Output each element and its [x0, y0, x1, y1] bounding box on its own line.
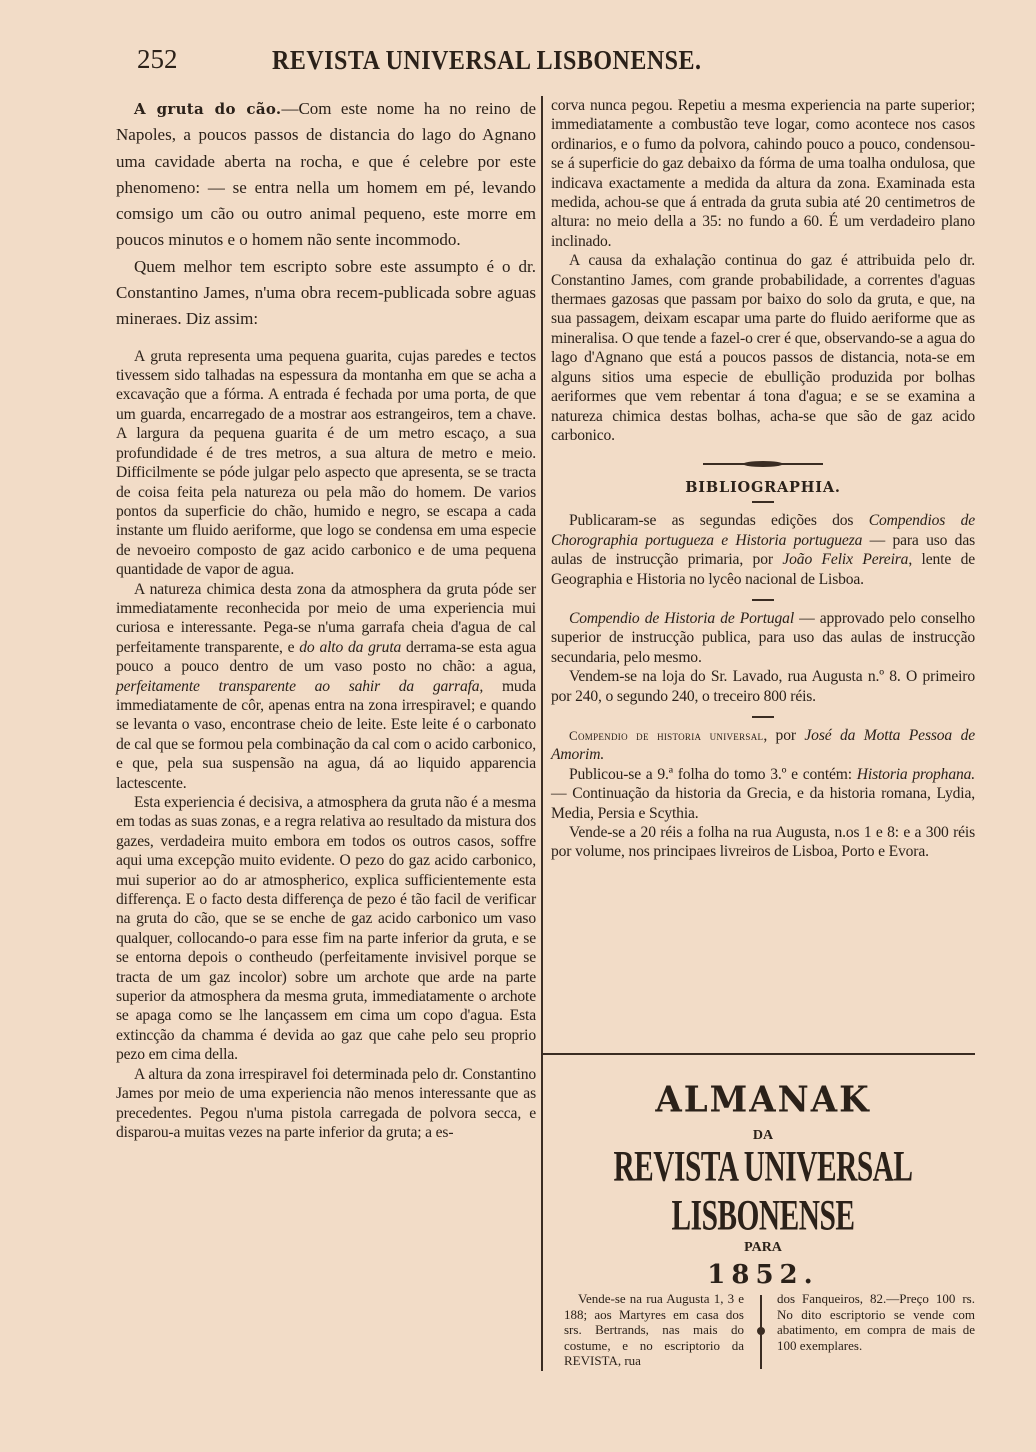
- italic-text: perfeitamente transparente ao sahir da garrafa,: [116, 677, 484, 695]
- text-run: —Com este nome ha no reino de Napoles, a poucos passos de distancia do lago do Agnano uma cavidade aberta na rocha, e que é celebre por este phenomeno: — se entra nella um homem em pé, levando comsigo um cão ou outro animal pequeno, este morre em poucos minutos e o homem não sente incommodo.: [116, 99, 537, 250]
- paragraph: [551, 251, 975, 445]
- bibliography-entry-2: [551, 609, 975, 706]
- paragraph: [551, 609, 975, 667]
- paragraph: [116, 254, 536, 333]
- text-run: A altura da zona irrespiravel foi determinada pelo dr. Constantino James por meio de uma experiencia não menos interessante que as precedentes. Pegou n'uma pistola carregada de polvora secca, e disparou-a muitas vezes na parte inferior da gruta; a es-: [116, 1065, 536, 1141]
- text-run: A natureza chimica desta zona da atmosphera da gruta póde ser immediatamente reconhecida por meio de uma experiencia mui curiosa e interessante. Pega-se n'uma garrafa cheia d'agua de cal perfeitamente transparente, e: [116, 580, 536, 656]
- paragraph: [551, 511, 975, 589]
- italic-text: Compendios de Chorographia portugueza e Historia portugueza: [551, 512, 975, 549]
- text-run: Publicou-se a 9.ª folha do tomo 3.º e contém:: [569, 765, 857, 783]
- text-run: Publicaram-se as segundas edições dos: [569, 512, 869, 530]
- advertisement-details: [564, 1291, 976, 1375]
- paragraph: [551, 765, 975, 823]
- text-run: — para uso das aulas de instrucção primaria, por: [551, 531, 976, 569]
- text-run: A causa da exhalação continua do gaz é attribuida pelo dr. Constantino James, com grande probabilidade, a correntes d'aguas thermaes gazosas que passam por baixo do solo da gruta, e que, na sua passagem, deixam escapar uma parte do fluido aeriforme que as mineralisa. O que tende a fazel-o crer é que, observando-se a agua do lago d'Agnano que está a poucos passos de distancia, nota-se em alguns sitios uma especie de ebullição produzida por bolhas aeriformes que vem rebentar á tona d'agua; e se se examina a natureza chimica destas bolhas, acha-se que são de gaz acido carbonico.: [551, 252, 975, 444]
- ornamental-divider: [703, 461, 823, 467]
- ad-text-left: Vende-se na rua Augusta 1, 3 e 188; aos Martyres em casa dos srs. Bertrands, nas mais do costume, e no escriptorio da REVISTA, rua: [564, 1291, 744, 1368]
- paragraph: [551, 823, 975, 862]
- right-column: [551, 96, 975, 862]
- running-title: REVISTA UNIVERSAL LISBONENSE.: [272, 46, 702, 76]
- almanak-publication-name: REVISTA UNIVERSAL LISBONENSE: [613, 1142, 913, 1240]
- almanak-da: DA: [752, 1128, 774, 1143]
- column-rule: [541, 96, 543, 1371]
- paragraph: [116, 1065, 536, 1143]
- text-run: derrama-se esta agua pouco a pouco dentro de um vaso posto no chão: a agua,: [116, 638, 536, 676]
- page-header: [137, 44, 837, 78]
- section-heading: BIBLIOGRAPHIA.: [685, 479, 841, 497]
- paragraph: [116, 793, 536, 1065]
- text-run: Vendem-se na loja do Sr. Lavado, rua Augusta n.º 8. O primeiro por 240, o segundo 240, o treceiro 800 réis.: [551, 668, 975, 705]
- italic-text: João Felix Pereira: [782, 551, 909, 569]
- paragraph: [116, 347, 536, 580]
- text-run: , por: [763, 726, 805, 744]
- text-run: — Continuação da historia da Grecia, e da historia romana, Lydia, Media, Persia e Scythia.: [551, 785, 975, 822]
- quoted-continuation: [551, 96, 975, 445]
- horizontal-rule: [543, 1053, 975, 1055]
- text-run: Vende-se a 20 réis a folha na rua Augusta, n.os 1 e 8: e a 300 réis por volume, nos principaes livreiros de Lisboa, Porto e Evora.: [551, 824, 975, 861]
- italic-text: José da Motta Pessoa de Amorim.: [551, 726, 975, 764]
- text-run: Quem melhor tem escripto sobre este assumpto é o dr. Constantino James, n'uma obra recem-publicada sobre aguas mineraes. Diz assim:: [116, 256, 536, 329]
- italic-text: do alto da gruta: [299, 638, 402, 656]
- italic-text: Compendio de Historia de Portugal: [569, 609, 795, 627]
- paragraph: [116, 580, 536, 793]
- paragraph: [551, 726, 975, 765]
- italic-text: Historia prophana.: [856, 765, 976, 783]
- text-run: , lente de Geographia e Historia no lycêo nacional de Lisboa.: [551, 551, 975, 588]
- text-run: — approvado pelo conselho superior de instrucção publica, para uso das aulas de instrucção secundaria, pelo mesmo.: [551, 609, 975, 666]
- ornamental-separator: [760, 1295, 762, 1369]
- divider-dash: [752, 716, 774, 718]
- almanak-advertisement: [551, 1080, 975, 1290]
- page-number: 252: [137, 44, 178, 74]
- divider-dash: [752, 599, 774, 601]
- paragraph: [116, 96, 536, 254]
- text-run: muda immediatamente de côr, apenas entra na zona irrespiravel; e quando se levanta o vaso, encontrase cheio de leite. Este leite é o carbonato de cal que se formou pela combinação da cal com o acido carbonico, e que, pela sua suspensão na agua, dá ao liquido apparencia lactescente.: [116, 677, 536, 792]
- paragraph: [551, 96, 975, 251]
- text-run: A gruta representa uma pequena guarita, cujas paredes e tectos tivessem sido talhadas na espessura da montanha em que se acha a excavação que a fórma. A entrada é fechada por uma porta, de que um guarda, encarregado de a mostrar aos estrangeiros, tem a chave. A largura da pequena guarita é de um metro escaço, a sua profundidade é de tres metros, a sua altura de metro e meio. Difficilmente se póde julgar pelo aspecto que apresenta, se se tracta de coisa feita pela natureza ou pela mão do homem. De varios pontos da superficie do chão, humido e negro, se escapa a cada instante um fluido aeriforme, que logo se condensa em uma especie de nevoeiro composto de gaz acido carbonico e de uma pequena quantidade de vapor de agua.: [116, 347, 536, 579]
- emphasis-text: Compendio de historia universal: [569, 727, 764, 743]
- emphasis-text: A gruta do cão.: [134, 100, 282, 118]
- bibliography-entry-1: [551, 511, 975, 589]
- intro-section: [116, 96, 536, 333]
- almanak-year: 1852.: [707, 1260, 819, 1290]
- left-column: [116, 96, 536, 1142]
- paragraph: [551, 667, 975, 706]
- quoted-section: [116, 347, 536, 1143]
- text-run: corva nunca pegou. Repetiu a mesma experiencia na parte superior; immediatamente a combustão teve logar, como acontece nos casos ordinarios, e o fumo da polvora, cahindo pouco a pouco, condensou-se á superficie do gaz debaixo da fórma de uma toalha ondulosa, que indicava exactamente a medida da altura da zona. Examinada esta medida, achou-se que á entrada da gruta subia até 20 centimetros de altura: no meio della a 35: no fundo a 60. É um verdadeiro plano inclinado.: [551, 97, 975, 250]
- almanak-title: ALMANAK: [655, 1079, 871, 1121]
- divider-dash: [752, 501, 774, 503]
- ad-text-right: dos Fanqueiros, 82.—Preço 100 rs. No dito escriptorio se vende com abatimento, em compra de mais de 100 exemplares.: [777, 1291, 975, 1353]
- almanak-para: PARA: [744, 1240, 782, 1255]
- bibliography-entry-3: [551, 726, 975, 862]
- text-run: Esta experiencia é decisiva, a atmosphera da gruta não é a mesma em todas as suas zonas, e a regra relativa ao resultado da mistura dos gazes, verdadeira muito embora em todos os outros casos, soffre aqui uma excepção muito evidente. O pezo do gaz acido carbonico, mui superior ao do ar atmospherico, explica sufficientemente esta differença. E o facto desta differença de pezo é tão facil de verificar na gruta do cão, que se se enche de gaz acido carbonico um vaso qualquer, collocando-o para esse fim na parte inferior da gruta, e se se entorna depois o contheudo (perfeitamente invisivel porque se tracta de um gaz incolor) sobre um archote que arde na parte superior da atmosphera da mesma gruta, immediatamente o archote se apaga como se lhe lançassem em cima um copo d'agua. Esta extincção da chamma é devida ao gaz que cahe pelo seu proprio pezo em cima della.: [116, 794, 536, 1064]
